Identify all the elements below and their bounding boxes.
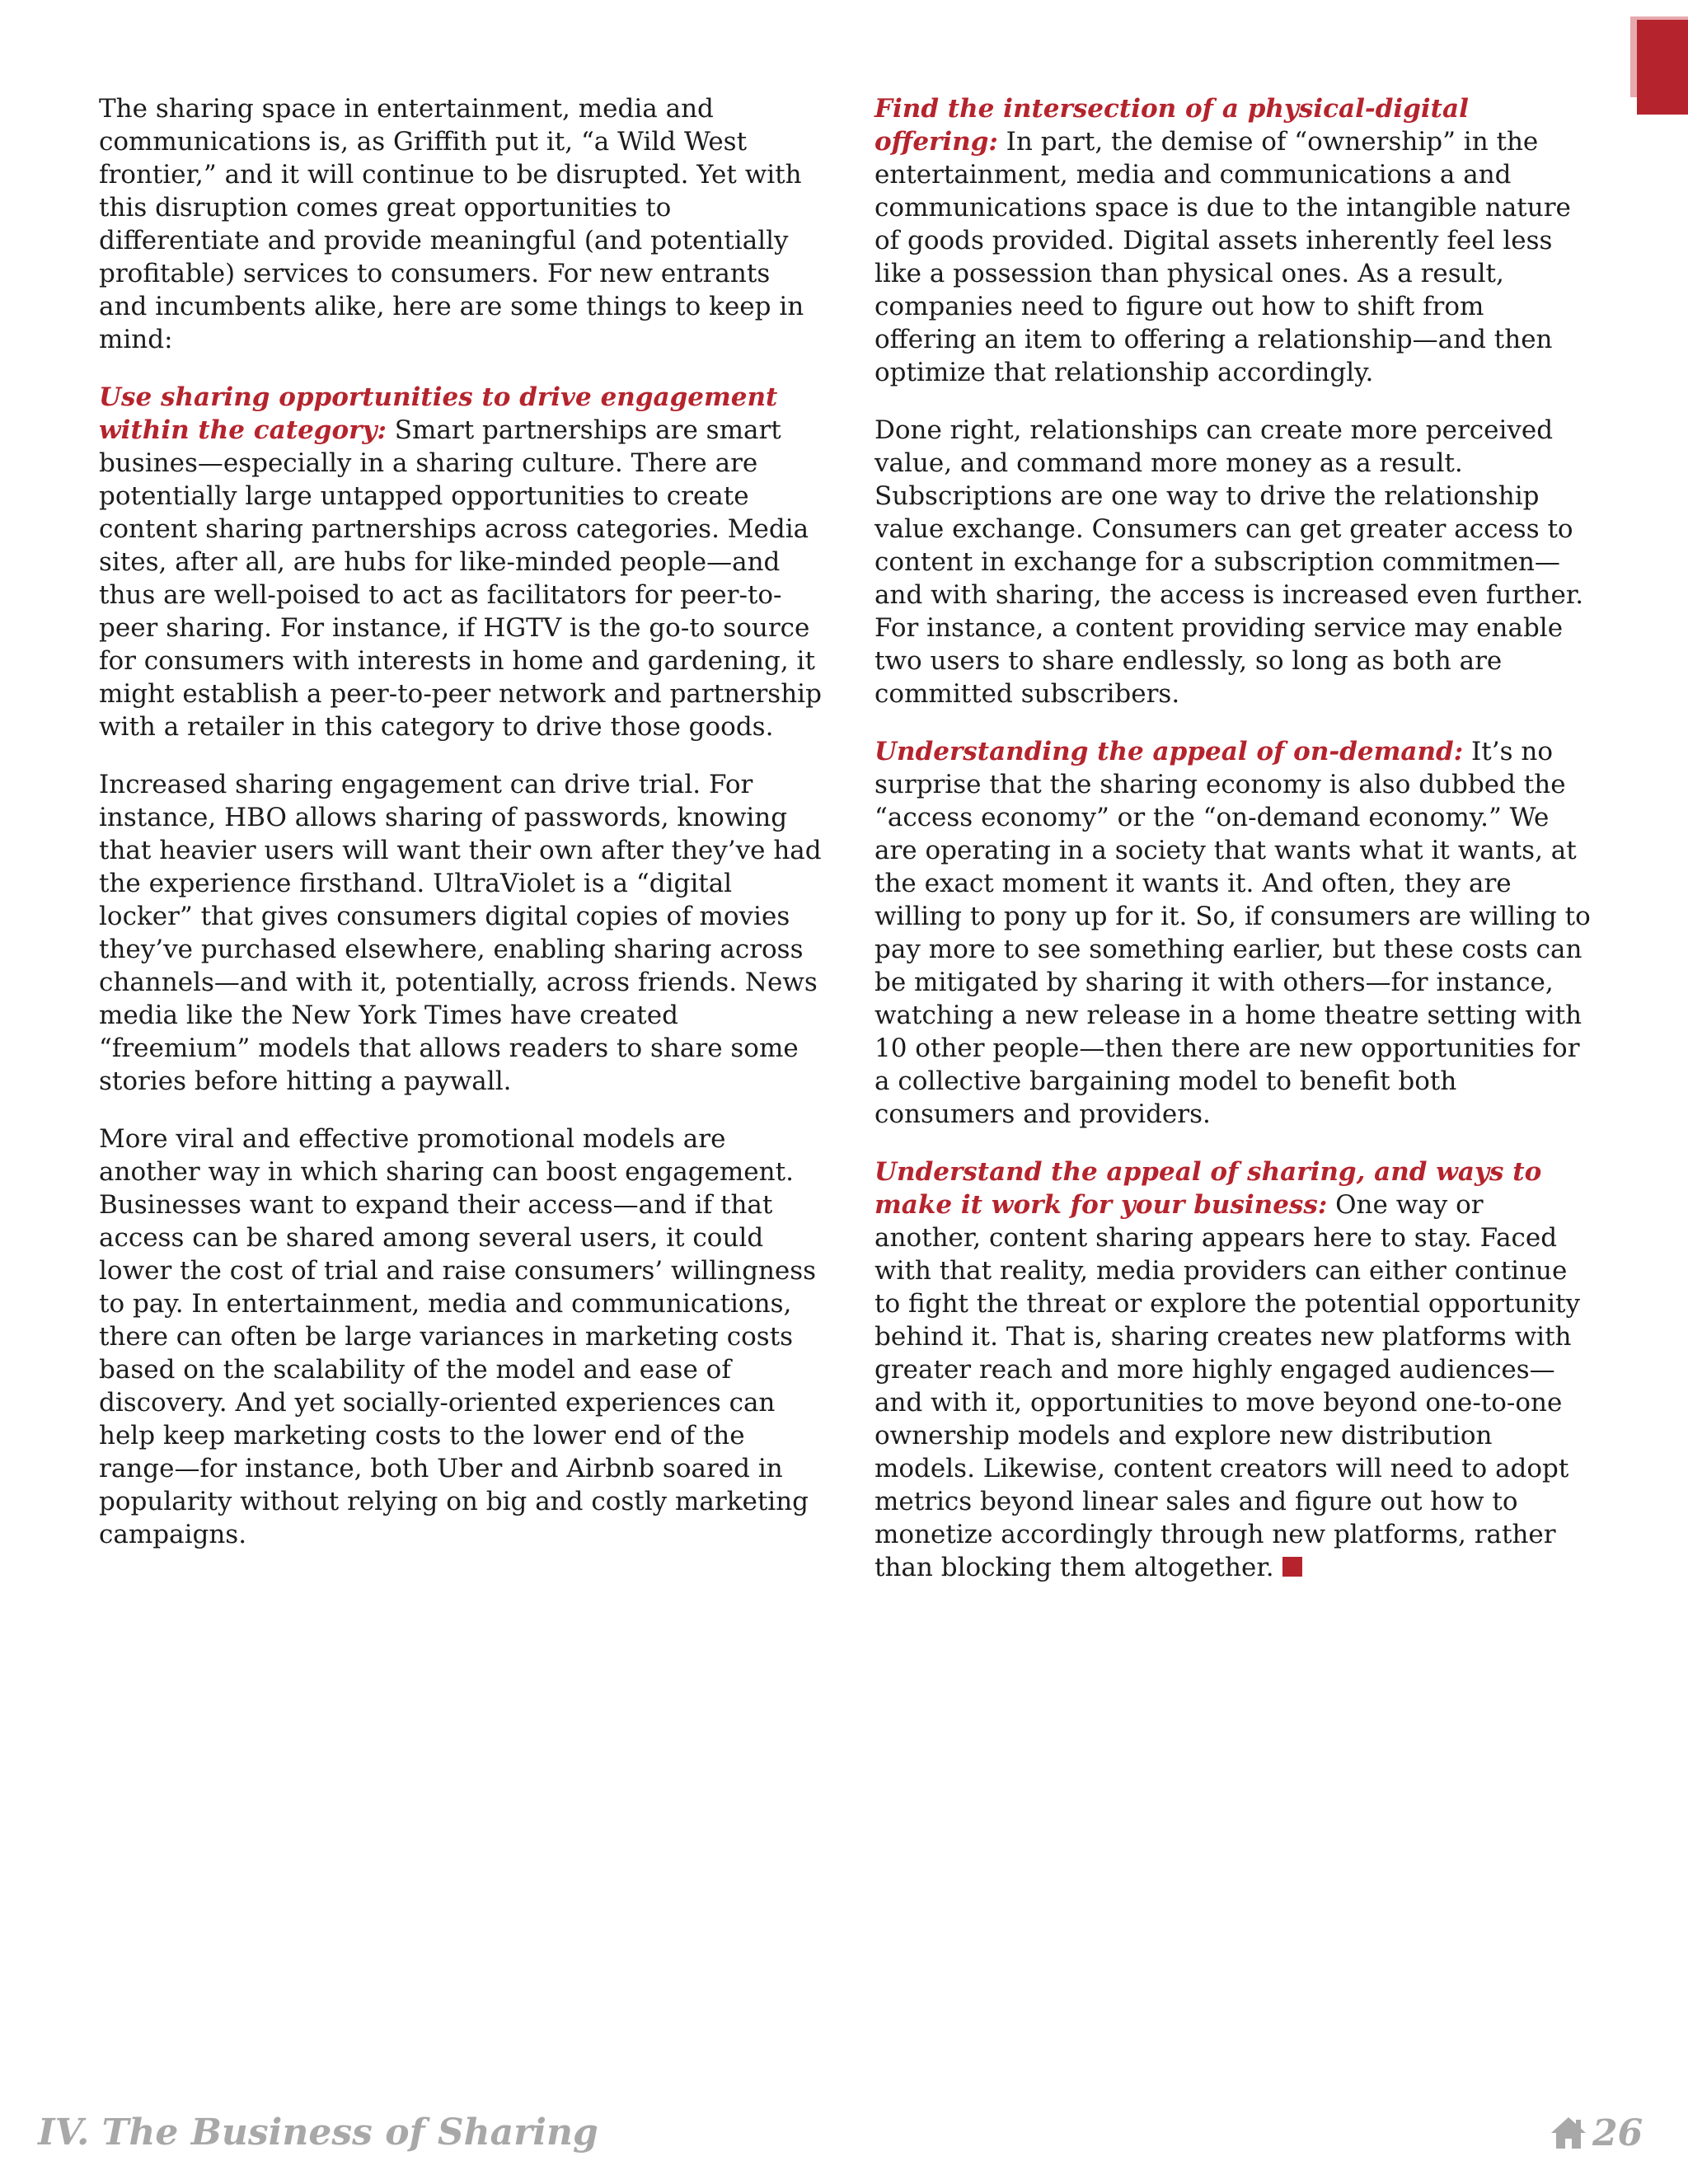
physical-digital-body: In part, the demise of “ownership” in the entertainment, media and communications a and communications space is due to the intangible nature of goods provided. Digital assets inherently feel less like a possession than physical ones. As a result, companies need to figure out how to shift from offering an item to offering a relationship—and then optimize that relationship accordingly. — [874, 127, 1571, 387]
sharing-appeal-body: One way or another, content sharing appears here to stay. Faced with that reality, media providers can either continue to fight the threat or explore the potential opportunity behind it. That is, sharing creates new platforms with greater reach and more highly engaged audiences—and with it, opportunities to move beyond one-to-one ownership models and explore new distribution models. Likewise, content creators will need to adopt metrics beyond linear sales and figure out how to monetize accordingly through new platforms, rather than blocking them altogether. — [874, 1190, 1581, 1582]
corner-tab-accent — [1637, 20, 1688, 115]
engagement-body: Smart partnerships are smart busines—especially in a sharing culture. There are potentially large untapped opportunities to create content sharing partnerships across categories. Media sites, after all, are hubs for like-minded people—and thus are well-poised to act as facilitators for peer-to-peer sharing. For instance, if HGTV is the go-to source for consumers with interests in home and gardening, it might establish a peer-to-peer network and partnership with a retailer in this category to drive those goods. — [99, 415, 822, 742]
sharing-appeal-paragraph — [874, 1155, 1592, 1584]
end-of-article-mark — [1282, 1557, 1302, 1577]
trial-paragraph: Increased sharing engagement can drive trial. For instance, HBO allows sharing of passwords, knowing that heavier users will want their own after they’ve had the experience firsthand. UltraViolet is a “digital locker” that gives consumers digital copies of movies they’ve purchased elsewhere, enabling sharing across channels—and with it, potentially, across friends. News media like the New York Times have created “freemium” models that allows readers to share some stories before hitting a paywall. — [99, 770, 822, 1096]
sharing-appeal-heading: Understand the appeal of sharing, and ways to make it work for your business: — [874, 1157, 1542, 1220]
relationships-paragraph: Done right, relationships can create more perceived value, and command more money as a result. Subscriptions are one way to drive the relationship value exchange. Consumers can get greater access to content in exchange for a subscription commitmen—and with sharing, the access is increased even further. For instance, a content providing service may enable two users to share endlessly, so long as both are committed subscribers. — [874, 415, 1584, 709]
page-number: 26 — [1592, 2111, 1643, 2154]
physical-digital-paragraph — [874, 92, 1592, 389]
home-icon[interactable] — [1550, 2116, 1587, 2150]
engagement-paragraph — [99, 381, 824, 743]
intro-paragraph: The sharing space in entertainment, media and communications is, as Griffith put it, “a Wild West frontier,” and it will continue to be disrupted. Yet with this disruption comes great opportunities to differentiate and provide meaningful (and potentially profitable) services to consumers. For new entrants and incumbents alike, here are some things to keep in mind: — [99, 94, 804, 354]
physical-digital-heading: Find the intersection of a physical-digital offering: — [874, 94, 1469, 157]
on-demand-heading: Understanding the appeal of on-demand: — [874, 737, 1464, 766]
on-demand-body: It’s no surprise that the sharing economy is also dubbed the “access economy” or the “on-demand economy.” We are operating in a society that wants what it wants, at the exact moment it wants it. And often, they are willing to pony up for it. So, if consumers are willing to pay more to see something earlier, but these costs can be mitigated by sharing it with others—for instance, watching a new release in a home theatre setting with 10 other people—then there are new opportunities for a collective bargaining model to benefit both consumers and providers. — [874, 737, 1591, 1129]
left-column — [99, 92, 824, 1576]
on-demand-paragraph — [874, 735, 1592, 1131]
right-column — [874, 92, 1592, 1609]
footer-section-title: IV. The Business of Sharing — [38, 2111, 598, 2154]
footer-page-nav — [1550, 2108, 1643, 2158]
engagement-heading: Use sharing opportunities to drive engagement within the category: — [99, 382, 778, 445]
promotion-paragraph: More viral and effective promotional models are another way in which sharing can boost engagement. Businesses want to expand their access—and if that access can be shared among several users, it could lower the cost of trial and raise consumers’ willingness to pay. In entertainment, media and communications, there can often be large variances in marketing costs based on the scalability of the model and ease of discovery. And yet socially-oriented experiences can help keep marketing costs to the lower end of the range—for instance, both Uber and Airbnb soared in popularity without relying on big and costly marketing campaigns. — [99, 1124, 817, 1549]
